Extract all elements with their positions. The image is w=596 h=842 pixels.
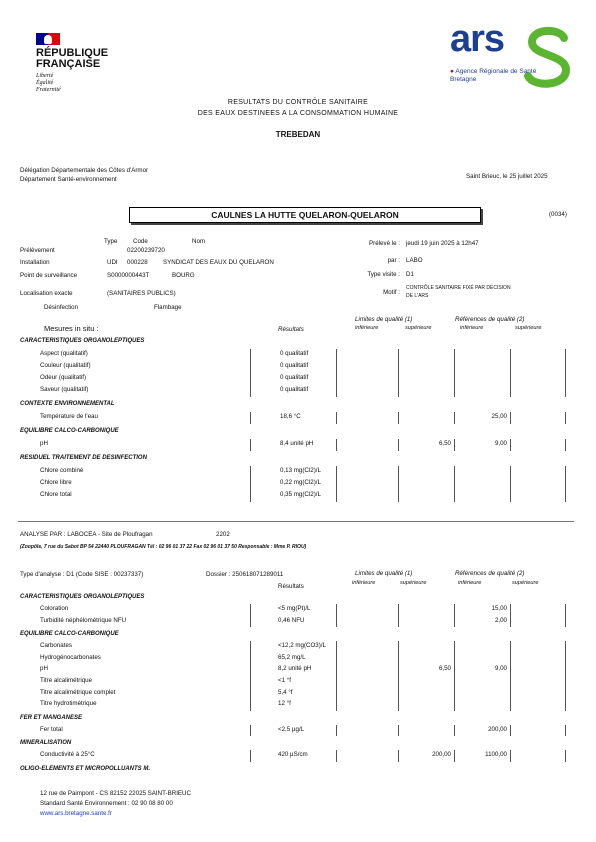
table-column-divider bbox=[398, 385, 399, 397]
t1-references-header: Références de qualité (2) bbox=[455, 316, 525, 323]
table-column-divider bbox=[454, 664, 455, 676]
t2-limite-superieure: supérieure bbox=[400, 580, 427, 586]
commune-title: TREBEDAN bbox=[275, 130, 321, 139]
table-column-divider bbox=[565, 412, 566, 424]
table-column-divider bbox=[336, 688, 337, 700]
installation-type: UDI bbox=[107, 259, 118, 266]
localisation-label: Localisation exacte bbox=[20, 290, 73, 297]
table-column-divider bbox=[250, 385, 251, 397]
t1-limites-header: Limites de qualité (1) bbox=[355, 316, 413, 323]
parameter-result: 12 °f bbox=[278, 700, 291, 708]
parameter-label: Chlore combiné bbox=[40, 467, 84, 474]
table-column-divider bbox=[454, 361, 455, 373]
table-column-divider bbox=[398, 676, 399, 688]
table-column-divider bbox=[510, 725, 511, 737]
republique-francaise-logo bbox=[36, 33, 108, 94]
table-column-divider bbox=[454, 676, 455, 688]
footer-website-link[interactable]: www.ars.bretagne.sante.fr bbox=[40, 810, 112, 817]
table-column-divider bbox=[398, 616, 399, 628]
parameter-label: Saveur (qualitatif) bbox=[40, 386, 89, 393]
site-name-box bbox=[129, 207, 481, 223]
table-column-divider bbox=[398, 466, 399, 478]
table-column-divider bbox=[336, 439, 337, 451]
table-column-divider bbox=[565, 676, 566, 688]
installation-nom: SYNDICAT DES EAUX DU QUELARON bbox=[163, 259, 274, 266]
table-column-divider bbox=[250, 725, 251, 737]
table-column-divider bbox=[336, 641, 337, 653]
table-column-divider bbox=[510, 490, 511, 502]
table-column-divider bbox=[336, 653, 337, 665]
parameter-result: <12,2 mg(CO3)/L bbox=[278, 642, 326, 650]
table-column-divider bbox=[398, 653, 399, 665]
table-column-divider bbox=[565, 688, 566, 700]
title-line2: DES EAUX DESTINEES A LA CONSOMMATION HUMAINE bbox=[197, 110, 399, 117]
table-column-divider bbox=[565, 385, 566, 397]
table-column-divider bbox=[336, 373, 337, 385]
table-column-divider bbox=[565, 664, 566, 676]
table-column-divider bbox=[454, 490, 455, 502]
table-column-divider bbox=[510, 385, 511, 397]
table-column-divider bbox=[336, 385, 337, 397]
parameter-label: Aspect (qualitatif) bbox=[40, 350, 88, 357]
title-line1: RESULTATS DU CONTRÔLE SANITAIRE bbox=[227, 99, 369, 106]
table-column-divider bbox=[510, 349, 511, 361]
table-column-divider bbox=[454, 616, 455, 628]
table-column-divider bbox=[398, 688, 399, 700]
table-column-divider bbox=[510, 466, 511, 478]
section-title: FER ET MANGANESE bbox=[20, 714, 83, 721]
installation-code: 000228 bbox=[127, 259, 148, 266]
t1-resultats-header: Résultats bbox=[278, 326, 304, 333]
type-visite-label: Type visite : bbox=[367, 271, 400, 278]
table-column-divider bbox=[250, 349, 251, 361]
table-column-divider bbox=[336, 490, 337, 502]
table-column-divider bbox=[336, 349, 337, 361]
parameter-label: pH bbox=[40, 665, 48, 673]
table-column-divider bbox=[454, 478, 455, 490]
point-code: S0000000443T bbox=[107, 272, 150, 279]
col-code-header: Code bbox=[133, 238, 148, 245]
parameter-label: Titre hydrotimétrique bbox=[40, 700, 97, 708]
analyse-par: ANALYSE PAR : LABOCEA - Site de Ploufragan bbox=[20, 531, 153, 538]
prelevement-label: Prélèvement bbox=[20, 247, 55, 254]
table-column-divider bbox=[510, 478, 511, 490]
section-title: MINERALISATION bbox=[20, 740, 72, 747]
parameter-result: 0 qualitatif bbox=[280, 350, 309, 357]
motif-value-2: DE L'ARS bbox=[406, 293, 429, 299]
ars-logo bbox=[448, 18, 573, 96]
parameter-result: 0 qualitatif bbox=[280, 362, 309, 369]
t2-limite-inferieure: inférieure bbox=[352, 580, 376, 586]
desinfection-value: Flambage bbox=[154, 304, 182, 311]
table-column-divider bbox=[398, 412, 399, 424]
site-name: CAULNES LA HUTTE QUELARON-QUELARON bbox=[211, 210, 399, 220]
prelevement-code: 02200239720 bbox=[127, 247, 165, 254]
t2-ref-inferieure: inférieure bbox=[458, 580, 482, 586]
table-column-divider bbox=[336, 478, 337, 490]
table-column-divider bbox=[336, 604, 337, 616]
parameter-label: Hydrogénocarbonates bbox=[40, 653, 101, 661]
table-column-divider bbox=[565, 750, 566, 762]
marianne-flag-icon bbox=[36, 33, 60, 45]
parameter-result: 0 qualitatif bbox=[280, 374, 309, 381]
parameter-result: 0,35 mg(Cl2)/L bbox=[280, 491, 321, 498]
table-column-divider bbox=[565, 466, 566, 478]
lab-code: 2202 bbox=[216, 531, 230, 538]
table-column-divider bbox=[250, 490, 251, 502]
t2-resultats-header: Résultats bbox=[278, 583, 304, 590]
preleve-value: jeudi 19 juin 2025 à 12h47 bbox=[406, 240, 479, 247]
parameter-label: Conductivité à 25°C bbox=[40, 751, 95, 759]
document-date: Saint Brieuc, le 25 juillet 2025 bbox=[466, 173, 548, 180]
table-column-divider bbox=[398, 490, 399, 502]
table-column-divider bbox=[398, 664, 399, 676]
table-column-divider bbox=[250, 616, 251, 628]
table-column-divider bbox=[398, 373, 399, 385]
desinfection-label: Désinfection bbox=[44, 304, 79, 311]
parameter-result: 420 µS/cm bbox=[278, 751, 308, 759]
section-title: EQUILIBRE CALCO-CARBONIQUE bbox=[20, 428, 119, 434]
table-column-divider bbox=[565, 616, 566, 628]
rf-line2: FRANÇAISE bbox=[36, 58, 101, 70]
t1-ref-superieure: supérieure bbox=[515, 325, 542, 331]
site-code: (0034) bbox=[549, 211, 567, 218]
parameter-result: 0,46 NFU bbox=[278, 616, 305, 624]
section-title: CARACTERISTIQUES ORGANOLEPTIQUES bbox=[20, 594, 145, 600]
table-column-divider bbox=[250, 653, 251, 665]
parameter-result: 0,13 mg(Cl2)/L bbox=[280, 467, 321, 474]
t2-limites-header: Limites de qualité (1) bbox=[355, 570, 413, 577]
table-column-divider bbox=[565, 490, 566, 502]
table-column-divider bbox=[250, 373, 251, 385]
section-title: CONTEXTE ENVIRONNEMENTAL bbox=[20, 401, 115, 407]
t2-ref-superieure: supérieure bbox=[512, 580, 539, 586]
table-column-divider bbox=[565, 439, 566, 451]
dossier: Dossier : 250618071289011 bbox=[206, 571, 284, 578]
localisation-value: (SANITAIRES PUBLICS) bbox=[107, 290, 176, 297]
table-column-divider bbox=[398, 349, 399, 361]
section-title: CARACTERISTIQUES ORGANOLEPTIQUES bbox=[20, 338, 145, 344]
parameter-label: Titre alcalimétrique complet bbox=[40, 688, 116, 696]
motif-label: Motif : bbox=[383, 289, 400, 296]
table-column-divider bbox=[454, 349, 455, 361]
lab-address: (Zoopôle, 7 rue du Sabot BP 54 22440 PLOUFRAGAN Tél : 02 96 01 37 22 Fax 02 96 01 37 50 Responsable : Mme P. RIOU) bbox=[20, 544, 307, 550]
ars-region: Bretagne bbox=[450, 76, 477, 83]
section-title: OLIGO-ELEMENTS ET MICROPOLLUANTS M. bbox=[20, 766, 150, 772]
table-column-divider bbox=[565, 604, 566, 616]
par-label: par : bbox=[387, 257, 400, 264]
table-column-divider bbox=[565, 725, 566, 737]
table-column-divider bbox=[454, 641, 455, 653]
table-column-divider bbox=[336, 676, 337, 688]
par-value: LABO bbox=[406, 257, 423, 264]
ars-wordmark: ars bbox=[450, 18, 505, 60]
table-column-divider bbox=[398, 641, 399, 653]
table-column-divider bbox=[336, 699, 337, 711]
table-column-divider bbox=[250, 676, 251, 688]
table-column-divider bbox=[510, 750, 511, 762]
table-column-divider bbox=[565, 699, 566, 711]
table-column-divider bbox=[250, 478, 251, 490]
parameter-result: <2,5 µg/L bbox=[278, 725, 305, 733]
table-column-divider bbox=[250, 604, 251, 616]
table-column-divider bbox=[250, 641, 251, 653]
table-column-divider bbox=[454, 373, 455, 385]
table-column-divider bbox=[336, 664, 337, 676]
table-column-divider bbox=[454, 604, 455, 616]
t1-ref-inferieure: inférieure bbox=[460, 325, 484, 331]
parameter-result: <5 mg(Pt)/L bbox=[278, 605, 311, 612]
table-column-divider bbox=[510, 439, 511, 451]
table-column-divider bbox=[336, 361, 337, 373]
table-column-divider bbox=[454, 750, 455, 762]
footer-address: 12 rue de Paimpont - CS 82152 22025 SAINT-BRIEUC bbox=[40, 790, 191, 797]
rf-line1: RÉPUBLIQUE bbox=[36, 47, 109, 59]
section-title: EQUILIBRE CALCO-CARBONIQUE bbox=[20, 631, 119, 638]
parameter-label: Titre alcalimétrique bbox=[40, 677, 93, 684]
table-column-divider bbox=[454, 688, 455, 700]
motif-value-1: CONTRÔLE SANITAIRE FIXÉ PAR DÉCISION bbox=[406, 285, 511, 291]
table-column-divider bbox=[565, 361, 566, 373]
table-column-divider bbox=[510, 412, 511, 424]
table-column-divider bbox=[250, 439, 251, 451]
parameter-result: 8,2 unité pH bbox=[278, 665, 312, 673]
col-type-header: Type bbox=[104, 238, 118, 245]
ars-subtitle: ● Agence Régionale de Santé bbox=[450, 68, 537, 75]
table-column-divider bbox=[454, 385, 455, 397]
parameter-result: 5,4 °f bbox=[278, 688, 293, 696]
t1-limite-inferieure: inférieure bbox=[355, 325, 379, 331]
table-column-divider bbox=[510, 676, 511, 688]
point-nom: BOURG bbox=[172, 272, 195, 279]
installation-label: Installation bbox=[20, 259, 50, 266]
footer-phone: Standard Santé Environnement : 02 90 08 80 00 bbox=[40, 800, 173, 807]
parameter-label: Température de l'eau bbox=[40, 413, 98, 420]
parameter-label: Couleur (qualitatif) bbox=[40, 362, 91, 369]
parameter-result: 0 qualitatif bbox=[280, 386, 309, 393]
parameter-result: 8,4 unité pH bbox=[280, 440, 314, 447]
parameter-result: 18,6 °C bbox=[280, 413, 301, 420]
table-column-divider bbox=[250, 361, 251, 373]
parameter-label: Chlore libre bbox=[40, 479, 72, 486]
motto-egalite: Égalité bbox=[36, 80, 54, 86]
table-column-divider bbox=[510, 699, 511, 711]
table-column-divider bbox=[398, 725, 399, 737]
table-column-divider bbox=[454, 439, 455, 451]
table-column-divider bbox=[510, 373, 511, 385]
parameter-label: Carbonates bbox=[40, 642, 72, 650]
table-column-divider bbox=[398, 604, 399, 616]
table-column-divider bbox=[250, 412, 251, 424]
table-column-divider bbox=[565, 478, 566, 490]
table-column-divider bbox=[336, 725, 337, 737]
motto-fraternite: Fraternité bbox=[36, 87, 61, 93]
type-analyse: Type d'analyse : D1 (Code SISE : 00237337) bbox=[20, 571, 144, 578]
table-column-divider bbox=[454, 653, 455, 665]
table-column-divider bbox=[398, 478, 399, 490]
table-column-divider bbox=[510, 653, 511, 665]
sender-line2: Département Santé-environnement bbox=[20, 176, 117, 183]
table-column-divider bbox=[336, 466, 337, 478]
mesures-in-situ-heading: Mesures in situ : bbox=[44, 324, 99, 333]
col-nom-header: Nom bbox=[192, 238, 206, 245]
parameter-result: 65,2 mg/L bbox=[278, 653, 306, 661]
parameter-label: Chlore total bbox=[40, 491, 72, 498]
table-column-divider bbox=[398, 361, 399, 373]
parameter-result: 0,22 mg(Cl2)/L bbox=[280, 479, 321, 486]
table-column-divider bbox=[454, 412, 455, 424]
parameter-label: Fer total bbox=[40, 725, 63, 733]
table-column-divider bbox=[398, 439, 399, 451]
table-column-divider bbox=[250, 699, 251, 711]
parameter-label: Coloration bbox=[40, 605, 69, 612]
table-column-divider bbox=[510, 664, 511, 676]
sender-line1: Délégation Départementale des Côtes d'Armor bbox=[20, 167, 149, 174]
table-column-divider bbox=[336, 750, 337, 762]
point-label: Point de surveillance bbox=[20, 272, 78, 279]
parameter-label: Turbidité néphélométrique NFU bbox=[40, 616, 127, 624]
table-column-divider bbox=[250, 750, 251, 762]
separator-line bbox=[18, 521, 574, 522]
parameter-label: pH bbox=[40, 440, 48, 447]
parameter-label: Odeur (qualitatif) bbox=[40, 374, 87, 381]
t2-references-header: Références de qualité (2) bbox=[455, 570, 525, 577]
table-column-divider bbox=[454, 725, 455, 737]
table-column-divider bbox=[454, 699, 455, 711]
preleve-label: Prélevé le : bbox=[369, 240, 400, 247]
table-column-divider bbox=[565, 349, 566, 361]
table-column-divider bbox=[398, 750, 399, 762]
table-column-divider bbox=[510, 641, 511, 653]
table-column-divider bbox=[510, 604, 511, 616]
table-column-divider bbox=[250, 664, 251, 676]
table-column-divider bbox=[336, 616, 337, 628]
table-column-divider bbox=[250, 688, 251, 700]
motto-liberte: Liberté bbox=[36, 73, 54, 79]
t1-limite-superieure: supérieure bbox=[405, 325, 432, 331]
table-column-divider bbox=[454, 466, 455, 478]
table-column-divider bbox=[398, 699, 399, 711]
table-column-divider bbox=[510, 616, 511, 628]
table-column-divider bbox=[565, 373, 566, 385]
table-column-divider bbox=[565, 653, 566, 665]
table-column-divider bbox=[250, 466, 251, 478]
table-column-divider bbox=[510, 361, 511, 373]
table-column-divider bbox=[336, 412, 337, 424]
parameter-result: <1 °f bbox=[278, 677, 291, 684]
table-column-divider bbox=[510, 688, 511, 700]
type-visite-value: D1 bbox=[406, 271, 414, 278]
table-column-divider bbox=[565, 641, 566, 653]
section-title: RESIDUEL TRAITEMENT DE DESINFECTION bbox=[20, 455, 147, 461]
